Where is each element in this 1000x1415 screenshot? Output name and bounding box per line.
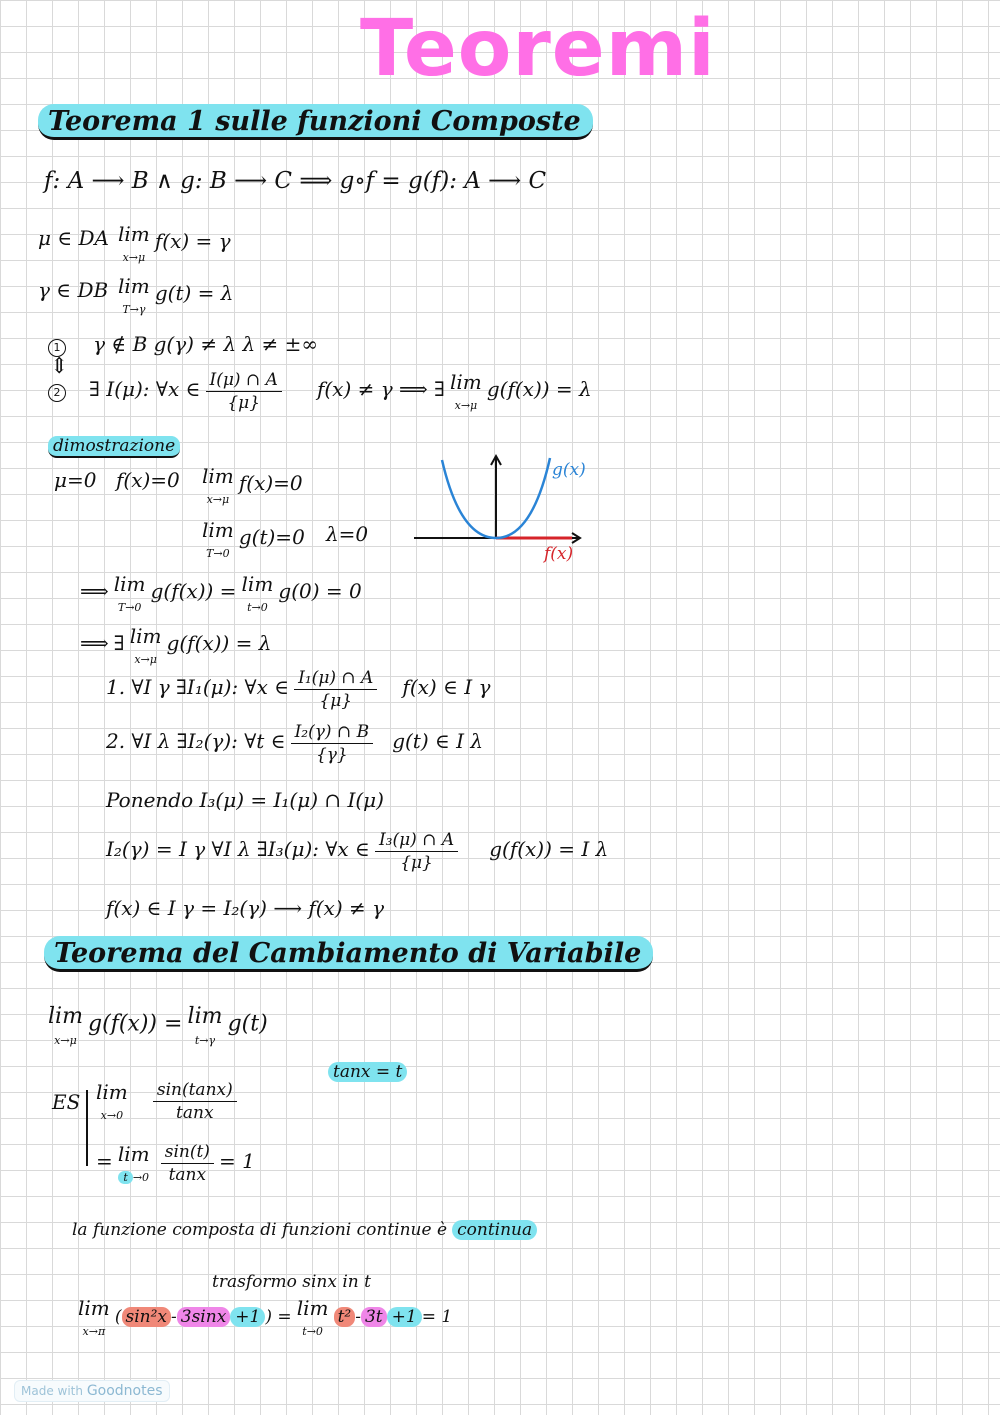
lim-sub: t→0 [302, 1325, 323, 1338]
lim-sub: x→μ [134, 653, 157, 666]
lim-sub: t→0 [247, 601, 268, 614]
implies-arrow: ⟹ [80, 631, 109, 655]
change-of-variable-formula [48, 1004, 268, 1048]
minus-sign: - [171, 1307, 177, 1327]
formula-expr: g(t) [227, 1011, 268, 1037]
lim-word: lim [296, 1296, 329, 1320]
example-bracket [86, 1090, 88, 1166]
lim-word: lim [48, 1004, 83, 1029]
three-sin-term: 3sinx [177, 1307, 231, 1327]
lim-expression: g(t)=0 [238, 525, 305, 549]
proof-f-zero: f(x)=0 [116, 468, 180, 492]
example-line-1 [96, 1080, 237, 1123]
step-2-frac-num: I₂(γ) ∩ B [291, 722, 374, 744]
example-1-den: tanx [176, 1103, 214, 1123]
step-4-frac-num: I₃(μ) ∩ A [375, 830, 458, 852]
lim-sub: x→μ [454, 399, 478, 412]
t-squared-term: t² [334, 1307, 356, 1327]
example-2-den: tanx [168, 1165, 207, 1185]
goodnotes-badge [14, 1380, 170, 1402]
example-result: = 1 [219, 1149, 255, 1173]
step-4-post: g(f(x)) = I λ [489, 837, 609, 861]
proof-step-5: f(x) ∈ I γ = I₂(γ) ⟶ f(x) ≠ γ [106, 896, 385, 920]
made-with-text: Made with [21, 1384, 83, 1398]
condition-2-post: f(x) ≠ γ ⟹ ∃ [316, 377, 445, 401]
example-label: ES [52, 1090, 81, 1114]
example-2-num: sin(t) [161, 1142, 214, 1164]
condition-1 [48, 332, 318, 357]
example-line-2 [96, 1142, 255, 1185]
proof-step-4 [106, 830, 608, 873]
step-4-pre: I₂(γ) = I γ ∀I λ ∃I₃(μ): ∀x ∈ [106, 837, 370, 861]
condition-2-lim-expression: g(f(x)) = λ [486, 377, 592, 401]
step-1-post: f(x) ∈ I γ [402, 675, 491, 699]
condition-2-frac-den: {μ} [227, 393, 261, 413]
plus-one-term: +1 [230, 1307, 265, 1327]
continuity-sentence [72, 1220, 537, 1240]
substitution-note: tanx = t [328, 1062, 407, 1082]
three-t-term: 3t [361, 1307, 387, 1327]
continuity-text: la funzione composta di funzioni continue è [72, 1220, 448, 1240]
last-example [78, 1296, 452, 1339]
lim-word: lim [118, 222, 150, 246]
step-1-pre: 1. ∀I γ ∃I₁(μ): ∀x ∈ [106, 675, 290, 699]
lim-sub: x→μ [206, 493, 230, 506]
lim-word: lim [202, 464, 234, 488]
lim-sub: x→0 [100, 1109, 124, 1122]
step-1-frac-num: I₁(μ) ∩ A [294, 668, 377, 690]
step-1-frac-den: {μ} [319, 691, 353, 711]
lim-sub: t→γ [194, 1034, 216, 1047]
mu-in-domain: μ ∈ DA [38, 226, 109, 250]
proof-limit-2 [202, 518, 305, 561]
section-heading-composite-functions: Teorema 1 sulle funzioni Composte [38, 104, 593, 140]
proof-mu-zero: μ=0 [54, 468, 97, 492]
lim-expression: g(t) = λ [154, 281, 234, 305]
step-2-frac-den: {γ} [315, 745, 348, 765]
lim-word: lim [450, 370, 482, 394]
lim-sub: T→0 [206, 547, 230, 560]
step-4-frac-den: {μ} [400, 853, 433, 873]
equals-sign: = [96, 1149, 113, 1173]
example-1-num: sin(tanx) [153, 1080, 237, 1102]
proof-lambda-zero: λ=0 [326, 522, 369, 546]
paren-open: ( [114, 1307, 122, 1327]
lim-sub: T→0 [117, 601, 142, 614]
formula-expr: g(f(x)) = [88, 1011, 183, 1037]
lim-word: lim [202, 518, 234, 542]
proof-expr: g(f(x)) = [150, 579, 237, 603]
equivalence-arrow: ⇕ [50, 354, 69, 379]
sin-squared-term: sin²x [122, 1307, 172, 1327]
condition-2-frac-num: I(μ) ∩ A [206, 370, 282, 392]
plus-one-term: +1 [387, 1307, 422, 1327]
graph-g-label: g(x) [552, 460, 586, 480]
lim-word: lim [117, 1142, 150, 1166]
condition-1-text: γ ∉ B g(γ) ≠ λ λ ≠ ±∞ [93, 332, 319, 356]
lim-sub: x→π [82, 1325, 106, 1338]
proof-step-2 [106, 722, 483, 765]
lim-sub: x→μ [122, 251, 146, 264]
proof-line-4 [80, 624, 271, 667]
proof-expr: g(0) = 0 [278, 579, 362, 603]
continuity-highlight: continua [452, 1220, 537, 1240]
lim-word: lim [78, 1296, 110, 1320]
lim-sub-variable: t [118, 1171, 132, 1184]
composition-definition: f: A ⟶ B ∧ g: B ⟶ C ⟹ g∘f = g(f): A ⟶ C [44, 168, 547, 194]
lim-word: lim [96, 1080, 128, 1104]
lim-word: lim [187, 1004, 223, 1029]
lim-sub: →0 [132, 1171, 150, 1184]
exists-symbol: ∃ [113, 631, 125, 655]
lim-sub: x→μ [54, 1034, 77, 1047]
page-title: Teoremi [360, 4, 716, 94]
lim-expression: f(x)=0 [238, 471, 303, 495]
condition-2-number: 2 [48, 384, 66, 402]
step-2-pre: 2. ∀I λ ∃I₂(γ): ∀t ∈ [106, 729, 286, 753]
proof-label: dimostrazione [48, 436, 180, 458]
condition-1-number: 1 [48, 339, 66, 357]
condition-2 [48, 370, 592, 413]
proof-limit-1 [202, 464, 303, 507]
lim-expression: f(x) = γ [154, 229, 231, 253]
proof-expr: g(f(x)) = λ [166, 631, 272, 655]
lim-sub: T→γ [122, 303, 146, 316]
last-result: = 1 [421, 1307, 453, 1327]
limit-g [118, 274, 233, 317]
transform-note: trasformo sinx in t [212, 1272, 371, 1292]
lim-word: lim [129, 624, 162, 648]
paren-close: ) = [265, 1307, 292, 1327]
implies-arrow: ⟹ [80, 579, 109, 603]
proof-line-3 [80, 572, 362, 615]
proof-step-3: Ponendo I₃(μ) = I₁(μ) ∩ I(μ) [106, 788, 384, 812]
step-2-post: g(t) ∈ I λ [392, 729, 484, 753]
limit-f [118, 222, 231, 265]
graph-f-label: f(x) [544, 544, 574, 564]
lim-word: lim [113, 572, 146, 596]
minus-sign: - [355, 1307, 361, 1327]
condition-2-pre: ∃ I(μ): ∀x ∈ [89, 377, 201, 401]
goodnotes-brand: Goodnotes [86, 1383, 163, 1399]
section-heading-change-of-variable: Teorema del Cambiamento di Variabile [44, 936, 653, 972]
gamma-in-domain: γ ∈ DB [38, 278, 109, 302]
lim-word: lim [118, 274, 150, 298]
lim-word: lim [241, 572, 274, 596]
proof-step-1 [106, 668, 490, 711]
